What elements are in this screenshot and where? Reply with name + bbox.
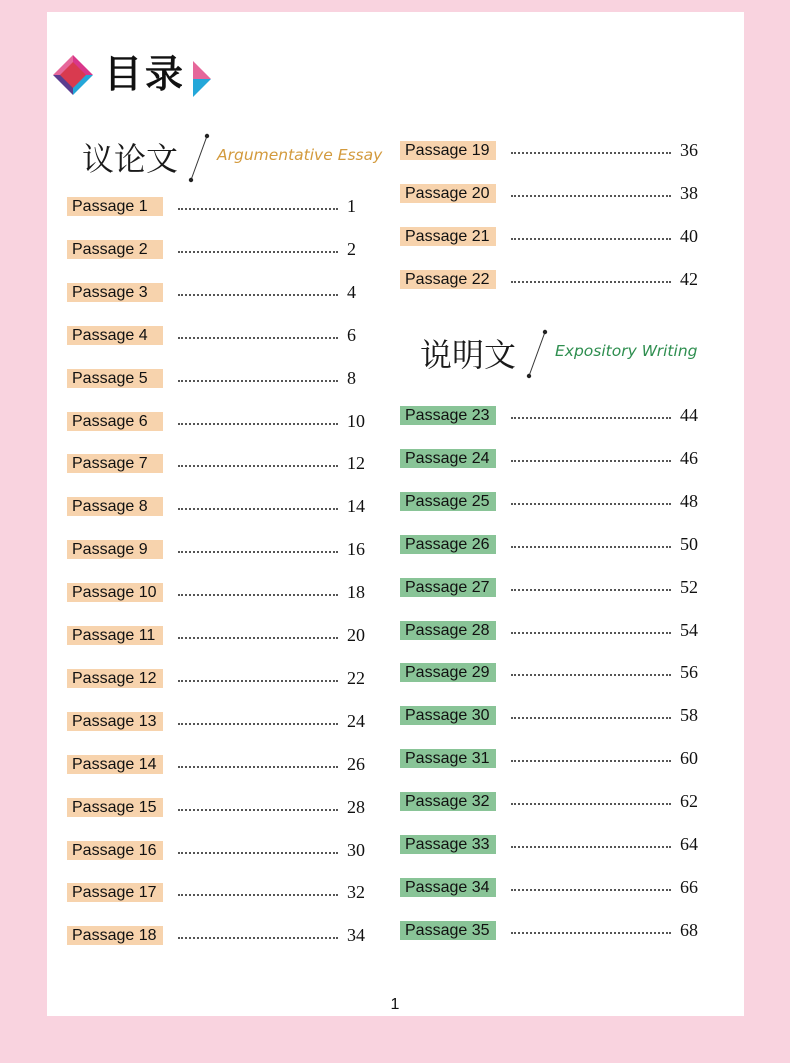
page-ref: 1 [347,196,356,216]
dot-leader [178,894,338,896]
page-ref: 14 [347,496,365,516]
passage-label: Passage 4 [67,326,163,345]
dot-leader [511,503,671,505]
page-ref: 64 [680,834,698,854]
passage-label: Passage 8 [67,497,163,516]
passage-label: Passage 2 [67,240,163,259]
dot-leader [511,460,671,462]
dot-leader [511,889,671,891]
passage-label: Passage 26 [400,535,496,554]
page-ref: 50 [680,534,698,554]
page-ref: 10 [347,411,365,431]
page-ref: 68 [680,920,698,940]
passage-label: Passage 12 [67,669,163,688]
passage-label: Passage 14 [67,755,163,774]
page-ref: 44 [680,405,698,425]
dot-leader [511,674,671,676]
title-arrow-icon [193,61,213,97]
passage-label: Passage 19 [400,141,496,160]
page-number: 1 [390,996,400,1013]
page-title: 目录 [104,51,187,96]
dot-leader [178,937,338,939]
page-ref: 2 [347,239,356,259]
section-title-zh: 说明文 [420,336,517,374]
passage-label: Passage 11 [67,626,163,645]
passage-label: Passage 15 [67,798,163,817]
page-ref: 56 [680,662,698,682]
dot-leader [511,760,671,762]
passage-label: Passage 16 [67,841,163,860]
passage-label: Passage 3 [67,283,163,302]
dot-leader [178,294,338,296]
page-ref: 48 [680,491,698,511]
page-ref: 8 [347,368,356,388]
passage-label: Passage 23 [400,406,496,425]
passage-label: Passage 1 [67,197,163,216]
section-title-en: Expository Writing [555,342,698,360]
page-ref: 52 [680,577,698,597]
page-ref: 36 [680,140,698,160]
dot-leader [178,423,338,425]
dot-leader [511,632,671,634]
section-header-expository [420,334,740,394]
passage-label: Passage 35 [400,921,496,940]
page-ref: 66 [680,877,698,897]
slash-divider-icon [184,132,214,186]
dot-leader [511,717,671,719]
passage-label: Passage 6 [67,412,163,431]
page-ref: 22 [347,668,365,688]
passage-label: Passage 27 [400,578,496,597]
section-title-zh: 议论文 [82,140,179,178]
passage-label: Passage 25 [400,492,496,511]
dot-leader [511,195,671,197]
page-ref: 34 [347,925,365,945]
dot-leader [511,281,671,283]
dot-leader [178,680,338,682]
dot-leader [178,251,338,253]
page-ref: 32 [347,882,365,902]
dot-leader [511,417,671,419]
page-ref: 6 [347,325,356,345]
section-header-argumentative [82,138,402,198]
passage-label: Passage 7 [67,454,163,473]
passage-label: Passage 9 [67,540,163,559]
dot-leader [511,803,671,805]
page-ref: 18 [347,582,365,602]
page-ref: 46 [680,448,698,468]
page-ref: 28 [347,797,365,817]
dot-leader [178,380,338,382]
passage-label: Passage 24 [400,449,496,468]
passage-label: Passage 13 [67,712,163,731]
passage-label: Passage 17 [67,883,163,902]
dot-leader [178,809,338,811]
passage-label: Passage 30 [400,706,496,725]
passage-label: Passage 5 [67,369,163,388]
diamond-logo-icon [53,55,93,95]
page-ref: 62 [680,791,698,811]
dot-leader [511,546,671,548]
passage-label: Passage 34 [400,878,496,897]
dot-leader [511,846,671,848]
page-ref: 58 [680,705,698,725]
dot-leader [178,723,338,725]
page-ref: 54 [680,620,698,640]
dot-leader [178,508,338,510]
passage-label: Passage 21 [400,227,496,246]
passage-label: Passage 10 [67,583,163,602]
dot-leader [178,594,338,596]
dot-leader [511,589,671,591]
page-ref: 24 [347,711,365,731]
page-ref: 60 [680,748,698,768]
passage-label: Passage 28 [400,621,496,640]
dot-leader [178,337,338,339]
passage-label: Passage 20 [400,184,496,203]
page-ref: 42 [680,269,698,289]
passage-label: Passage 33 [400,835,496,854]
page-ref: 26 [347,754,365,774]
dot-leader [178,852,338,854]
dot-leader [178,766,338,768]
passage-label: Passage 31 [400,749,496,768]
passage-label: Passage 18 [67,926,163,945]
passage-label: Passage 29 [400,663,496,682]
dot-leader [178,637,338,639]
dot-leader [511,932,671,934]
page-ref: 12 [347,453,365,473]
dot-leader [178,465,338,467]
dot-leader [178,208,338,210]
page-ref: 20 [347,625,365,645]
dot-leader [511,152,671,154]
page-ref: 30 [347,840,365,860]
passage-label: Passage 32 [400,792,496,811]
section-title-en: Argumentative Essay [217,146,383,164]
page-ref: 40 [680,226,698,246]
slash-divider-icon [522,328,552,382]
dot-leader [511,238,671,240]
page-ref: 4 [347,282,356,302]
passage-label: Passage 22 [400,270,496,289]
dot-leader [178,551,338,553]
page-ref: 16 [347,539,365,559]
page-ref: 38 [680,183,698,203]
